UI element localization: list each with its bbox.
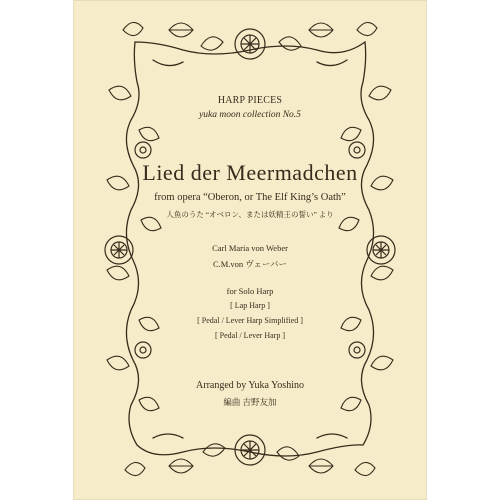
piece-subtitle: from opera “Oberon, or The Elf King’s Oath” <box>154 192 346 203</box>
arranger-credit: Arranged by Yuka Yoshino <box>196 380 304 391</box>
piece-title: Lied der Meermadchen <box>142 160 358 185</box>
instrumentation: for Solo Harp <box>226 286 274 296</box>
composer-name: Carl Maria von Weber <box>212 243 288 253</box>
arranger-credit-japanese: 編曲 吉野友加 <box>223 397 277 407</box>
series-title: HARP PIECES <box>217 95 283 106</box>
version-pedal-lever: [ Pedal / Lever Harp ] <box>215 331 285 340</box>
composer-name-japanese: C.M.von ヴェーバー <box>212 259 288 269</box>
collection-label: yuka moon collection No.5 <box>199 110 301 120</box>
version-lap-harp: [ Lap Harp ] <box>230 301 270 310</box>
cover-page <box>73 0 427 500</box>
version-simplified: [ Pedal / Lever Harp Simplified ] <box>197 316 303 325</box>
piece-subtitle-japanese: 人魚のうた “オベロン、または妖精王の誓い” より <box>166 210 334 219</box>
